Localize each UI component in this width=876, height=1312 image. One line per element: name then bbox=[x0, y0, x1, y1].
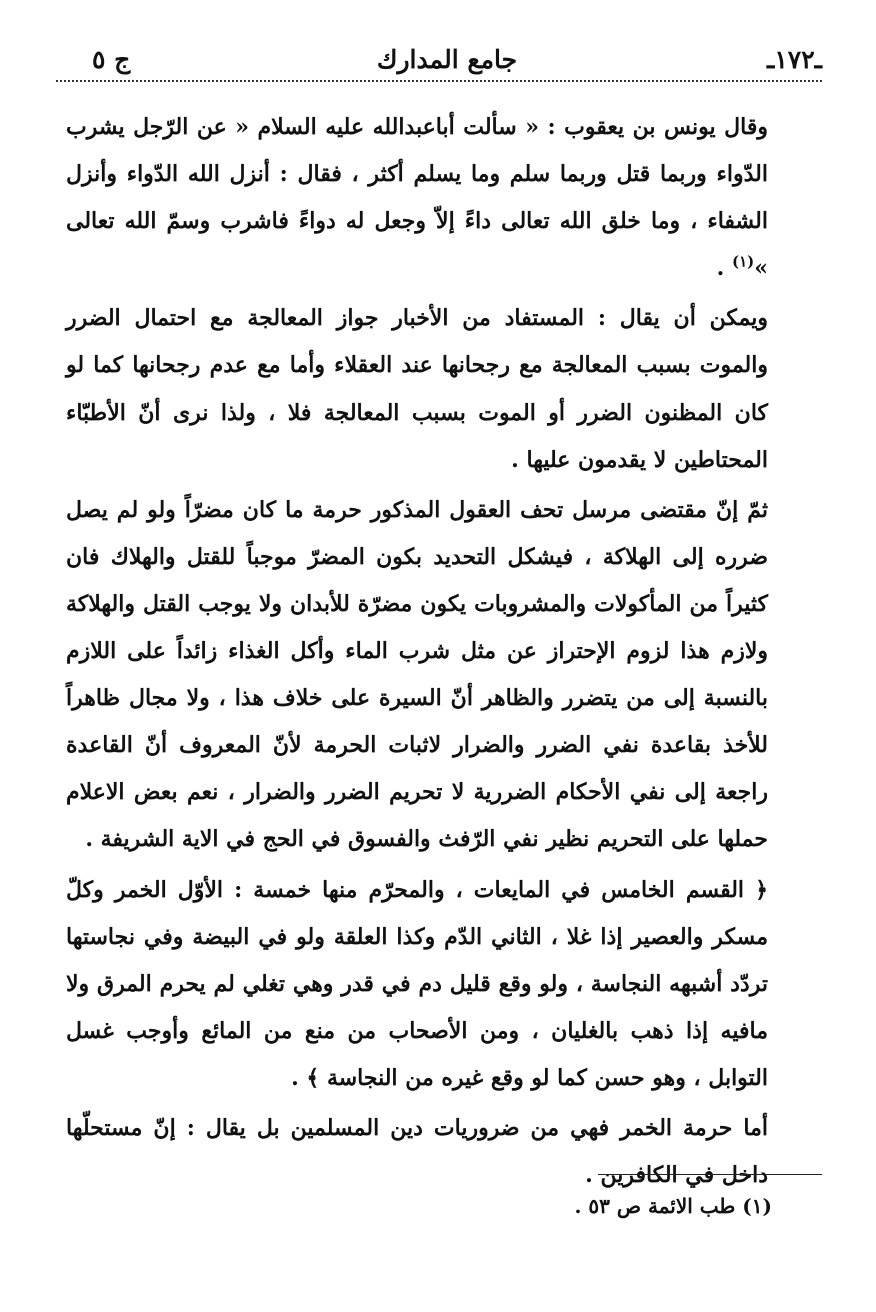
paragraph-1 bbox=[66, 104, 814, 292]
running-title: جامع المدارك bbox=[376, 45, 518, 74]
footnote-reference: (١) bbox=[731, 252, 755, 271]
paragraph-5: أما حرمة الخمر فهي من ضروريات دين المسلمين بل يقال : إنّ مستحلّها داخل في الكافرين . bbox=[66, 1114, 768, 1189]
paragraph-3: ثمّ إنّ مقتضى مرسل تحف العقول المذكور حرمة ما كان مضرّاً ولو لم يصل ضرره إلى الهلاكة ، فيشكل التحديد بكون المضرّ موجباً للقتل والهلاك فان كثيراً من المأكولات والمشروبات يكون مضرّة للأبدان ولا يوجب القتل والهلاكة ولازم هذا لزوم الإحتراز عن مثل شرب الماء وأكل الغذاء زائداً على اللازم بالنسبة إلى من يتضرر والظاهر أنّ السيرة على خلاف هذا ، ولا مجال ظاهراً للأخذ بقاعدة نفي الضرر والضرار لاثبات الحرمة لأنّ المعروف أنّ القاعدة راجعة إلى نفي الأحكام الضررية لا تحريم الضرر والضرار ، نعم بعض الاعلام حملها على التحريم نظير نفي الرّفث والفسوق في الحج في الاية الشريفة . bbox=[66, 496, 768, 853]
footnote: (١) طب الائمة ص ٥٣ . bbox=[574, 1194, 772, 1218]
header-divider bbox=[56, 80, 822, 82]
page-header bbox=[62, 40, 832, 80]
main-text bbox=[66, 104, 814, 1199]
paragraph-2: ويمكن أن يقال : المستفاد من الأخبار جواز المعالجة مع احتمال الضرر والموت بسبب المعالجة مع رجحانها عند العقلاء وأما مع عدم رجحانها كما لو كان المظنون الضرر أو الموت بسبب المعالجة فلا ، ولذا نرى أنّ الأطبّاء المحتاطين لا يقدمون عليها . bbox=[66, 305, 768, 473]
volume-label: ج ٥ bbox=[92, 45, 131, 74]
paragraph-1-text: وقال يونس بن يعقوب : « سألت أباعبدالله عليه السلام « عن الرّجل يشرب الدّواء وربما قتل وربما سلم وما يسلم أكثر ، فقال : أنزل الله الدّواء وأنزل الشفاء ، وما خلق الله تعالى داءً إلاّ وجعل له دواءً فاشرب وسمّ الله تعالى » bbox=[66, 114, 768, 282]
paragraph-4: ﴿ القسم الخامس في المايعات ، والمحرّم منها خمسة : الأوّل الخمر وكلّ مسكر والعصير إذا غلا ، الثاني الدّم وكذا العلقة ولو في البيضة وفي نجاستها تردّد أشبهه النجاسة ، ولو وقع قليل دم في قدر وهي تغلي لم يحرم المرق ولا مافيه إذا ذهب بالغليان ، ومن الأصحاب من منع من المائع وأوجب غسل التوابل ، وهو حسن كما لو وقع غيره من النجاسة ﴾ . bbox=[66, 876, 768, 1091]
page-number: ـ١٧٢ـ bbox=[767, 45, 822, 74]
paragraph-1-end: . bbox=[716, 255, 732, 282]
footnote-divider bbox=[598, 1174, 822, 1175]
